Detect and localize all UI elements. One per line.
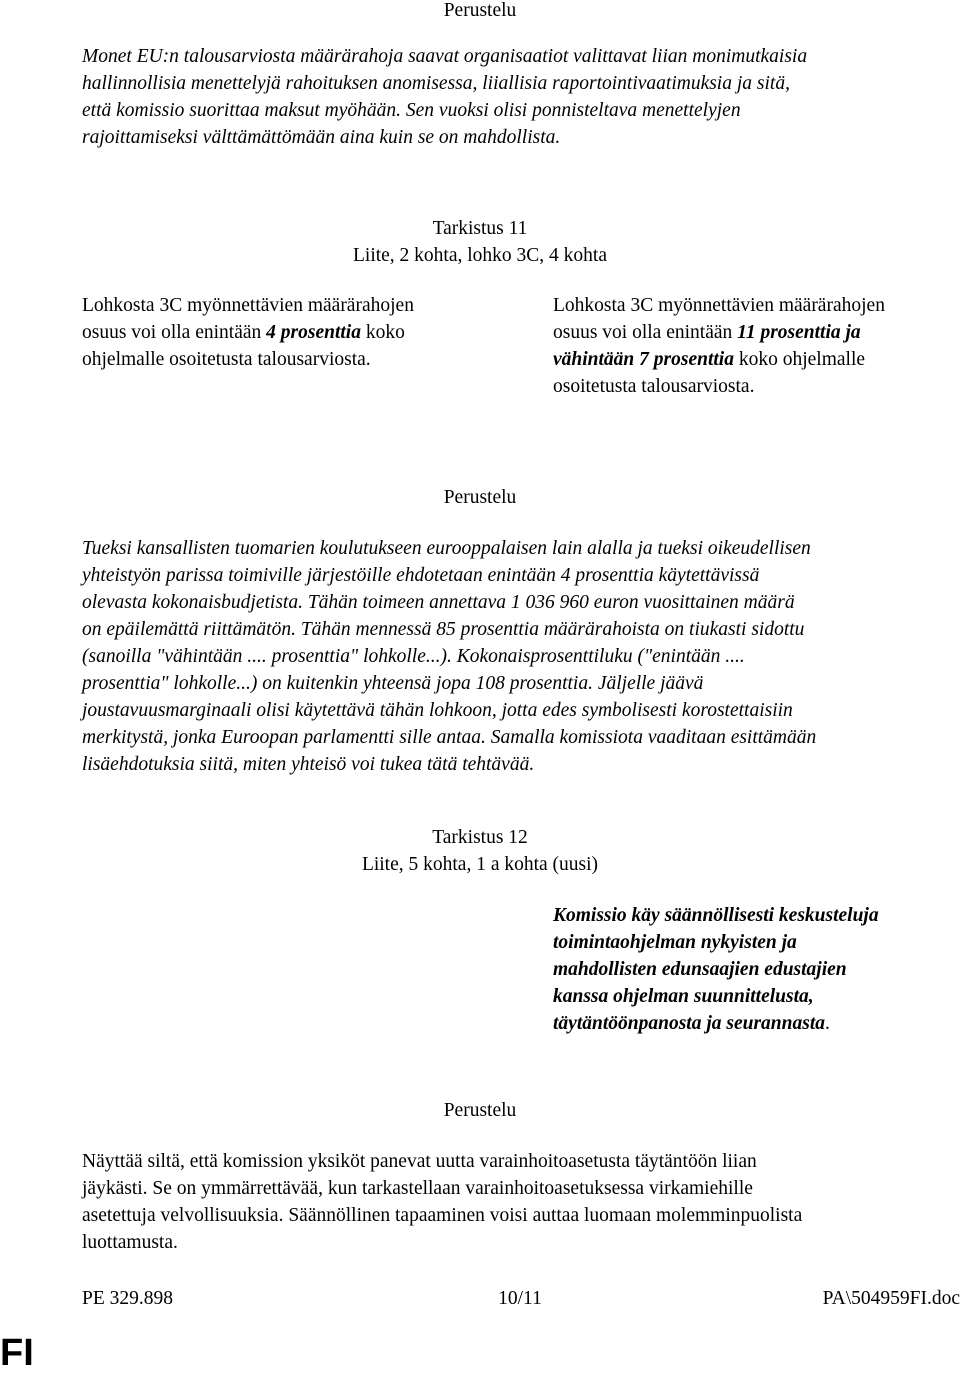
text-run: osuus voi olla enintään	[82, 322, 267, 343]
text-run: osuus voi olla enintään	[553, 322, 738, 343]
amendment11-amended-text	[553, 292, 953, 400]
emphasis-run: 11 prosenttia ja	[737, 322, 861, 343]
language-code: FI	[0, 1332, 34, 1374]
text-run: .	[825, 1013, 830, 1034]
amendment12-amended-line: kanssa ohjelman suunnittelusta,	[553, 986, 814, 1007]
amendment12-amended-line: toimintaohjelman nykyisten ja	[553, 932, 797, 953]
section2-line: on epäilemättä riittämätön. Tähän mennessä 85 prosenttia määrärahoista on tiukasti sidottu	[82, 619, 805, 640]
section3-line: Näyttää siltä, että komission yksiköt panevat uutta varainhoitoasetusta täytäntöön liian	[82, 1151, 757, 1172]
amendment12-amended-line	[553, 1010, 953, 1037]
section2-line: lisäehdotuksia siitä, miten yhteisö voi tukea tätä tehtävää.	[82, 754, 535, 775]
section1-line: hallinnollisia menettelyjä rahoituksen anomisessa, liiallisia raportointivaatimuksia ja sitä,	[82, 73, 790, 94]
section3-line: jäykästi. Se on ymmärrettävää, kun tarkastellaan varainhoitoasetuksessa virkamiehille	[82, 1178, 753, 1199]
amendment11-amended-line: Lohkosta 3C myönnettävien määrärahojen	[553, 295, 885, 316]
section2-heading: Perustelu	[443, 487, 517, 508]
section3-line: luottamusta.	[82, 1232, 178, 1253]
section3-body	[82, 1148, 952, 1256]
amendment11-original-line	[82, 319, 482, 346]
section2-line: olevasta kokonaisbudjetista. Tähän toimeen annettava 1 036 960 euron vuosittainen määrä	[82, 592, 795, 613]
section2-line: Tueksi kansallisten tuomarien koulutukseen eurooppalaisen lain alalla ja tueksi oikeudellisen	[82, 538, 811, 559]
section1-heading: Perustelu	[443, 0, 517, 21]
amendment12-amended-text	[553, 902, 953, 1037]
text-run: koko ohjelmalle	[733, 349, 866, 370]
section2-line: yhteistyön parissa toimiville järjestöille ehdotetaan enintään 4 prosenttia käytettävissä	[82, 565, 760, 586]
emphasis-run: täytäntöönpanosta ja seurannasta	[553, 1013, 825, 1034]
emphasis-run: vähintään 7 prosenttia	[553, 349, 734, 370]
footer-page-number: 10/11	[498, 1288, 542, 1309]
amendment11-original-line: ohjelmalle osoitetusta talousarviosta.	[82, 349, 371, 370]
footer-file-name: PA\504959FI.doc	[822, 1288, 960, 1309]
amendment12-amended-line: Komissio käy säännöllisesti keskusteluja	[553, 905, 879, 926]
section1-line: Monet EU:n talousarviosta määrärahoja saavat organisaatiot valittavat liian monimutkaisia	[82, 46, 808, 67]
section2-line: (sanoilla "vähintään .... prosenttia" lohkolle...). Kokonaisprosenttiluku ("enintään ....	[82, 646, 745, 667]
amendment12-amended-line: mahdollisten edunsaajien edustajien	[553, 959, 847, 980]
section2-line: prosenttia" lohkolle...) on kuitenkin yhteensä jopa 108 prosenttia. Jäljelle jäävä	[82, 673, 704, 694]
amendment11-subtitle: Liite, 2 kohta, lohko 3C, 4 kohta	[352, 245, 607, 266]
amendment12-title: Tarkistus 12	[432, 827, 528, 848]
amendment11-amended-line	[553, 319, 953, 346]
section2-line: merkitystä, jonka Euroopan parlamentti sille antaa. Samalla komissiota vaaditaan esittämään	[82, 727, 817, 748]
footer-document-number: PE 329.898	[82, 1288, 174, 1309]
amendment11-original-text	[82, 292, 482, 373]
emphasis-run: 4 prosenttia	[266, 322, 361, 343]
text-run: koko	[360, 322, 405, 343]
amendment11-original-line: Lohkosta 3C myönnettävien määrärahojen	[82, 295, 414, 316]
section2-body	[82, 535, 952, 778]
section1-line: että komissio suorittaa maksut myöhään. Sen vuoksi olisi ponnisteltava menettelyjen	[82, 100, 741, 121]
section1-line: rajoittamiseksi välttämättömään aina kuin se on mahdollista.	[82, 127, 561, 148]
amendment11-amended-line	[553, 346, 953, 373]
section2-line: joustavuusmarginaali olisi käytettävä tähän lohkoon, jotta edes symbolisesti korostettaisiin	[82, 700, 793, 721]
amendment11-amended-line: osoitetusta talousarviosta.	[553, 376, 755, 397]
section1-body	[82, 43, 952, 151]
section3-line: asetettuja velvollisuuksia. Säännöllinen tapaaminen voisi auttaa luomaan molemminpuolista	[82, 1205, 803, 1226]
amendment12-subtitle: Liite, 5 kohta, 1 a kohta (uusi)	[361, 854, 599, 875]
section3-heading: Perustelu	[443, 1100, 517, 1121]
amendment11-title: Tarkistus 11	[432, 218, 528, 239]
